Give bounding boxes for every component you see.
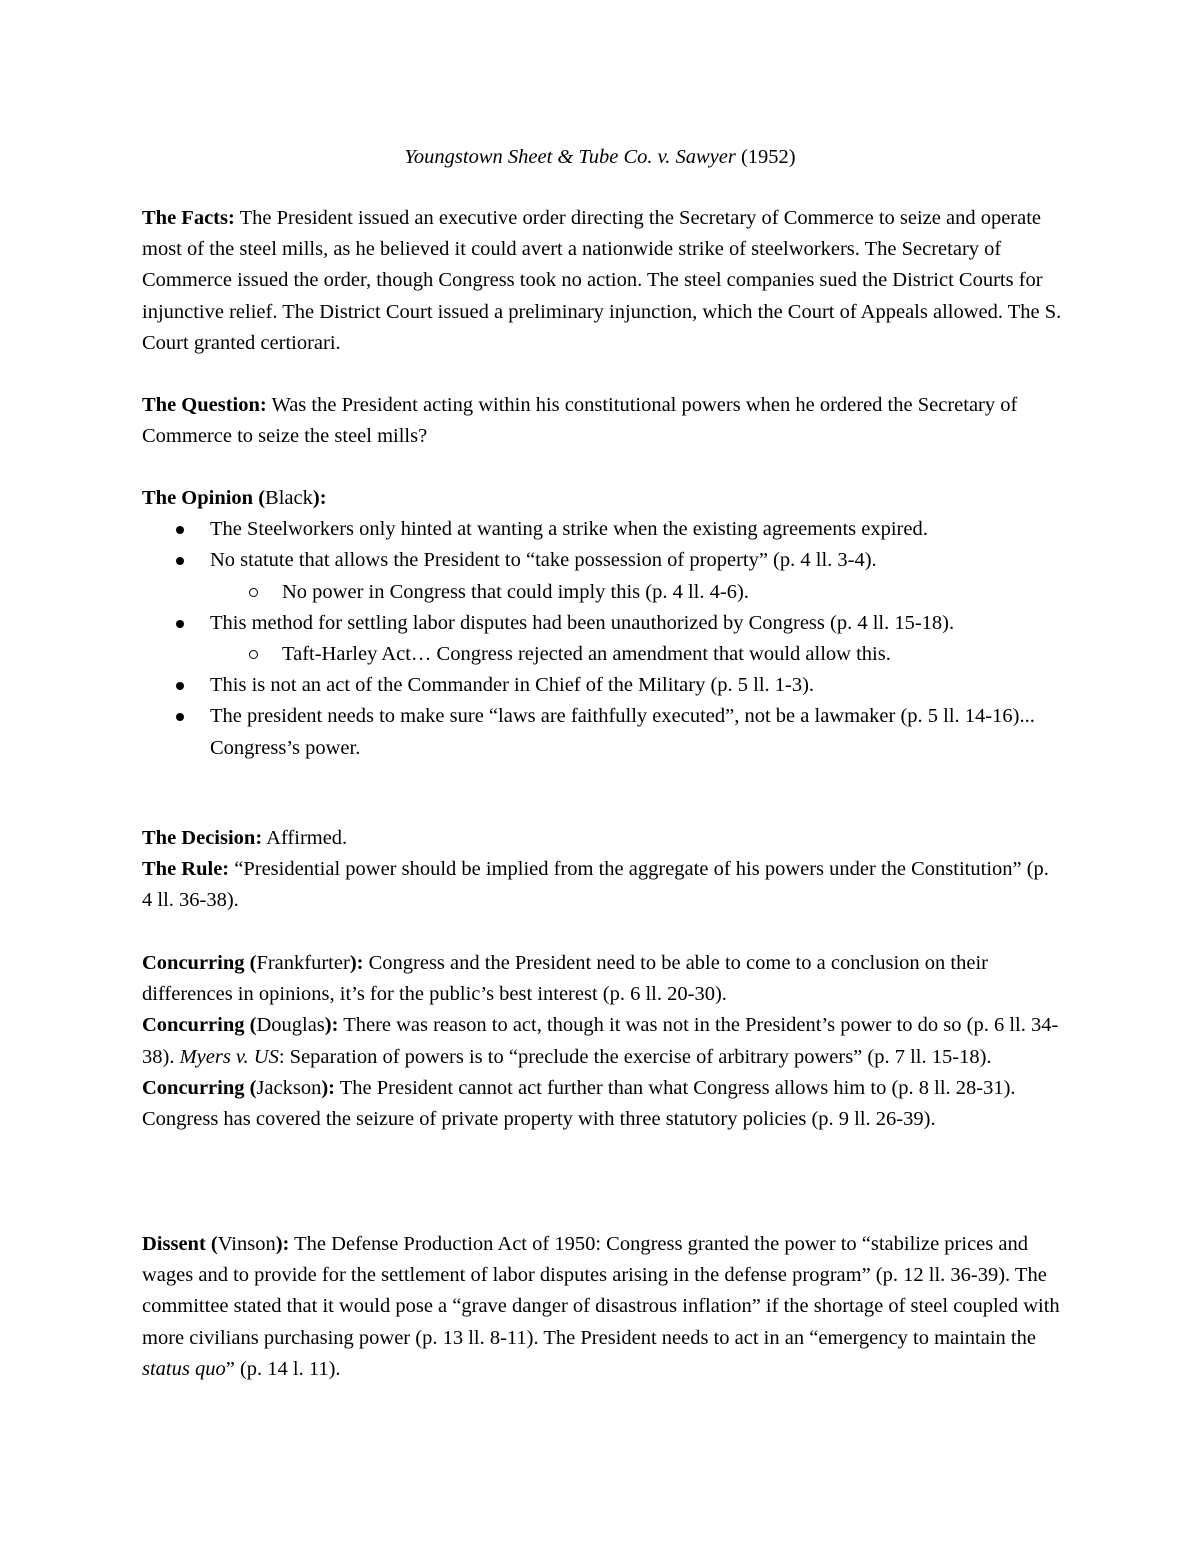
concurrence-frankfurter (142, 948, 1062, 1010)
concurrence-justice: Jackson (256, 1076, 322, 1099)
opinion-justice: Black (265, 487, 313, 509)
concurrence-text: The President cannot act further than what Congress allows him to (p. 8 ll. 28-31). Congress has covered the seizure of private property with three statutory policies (p. 9 ll. 26-39). (142, 1076, 1016, 1131)
dissent-label-end: ): (275, 1233, 290, 1255)
concurrence-label-end: ): (321, 1076, 336, 1099)
decision-label: The Decision: (142, 827, 263, 849)
case-year: (1952) (740, 146, 796, 168)
list-item: The Steelworkers only hinted at wanting a strike when the existing agreements expired. (142, 514, 1062, 545)
case-name: Youngstown Sheet & Tube Co. v. Sawyer (404, 146, 736, 168)
list-item: This is not an act of the Commander in Chief of the Military (p. 5 ll. 1-3). (142, 670, 1062, 701)
facts-label: The Facts: (142, 207, 235, 229)
dissent-italic-phrase: status quo (142, 1357, 226, 1380)
decision-line (142, 823, 1062, 854)
question-section (142, 390, 1062, 452)
concurrence-label: Concurring ( (142, 1076, 257, 1099)
opinion-label: The Opinion ( (142, 487, 266, 509)
list-item (142, 608, 1062, 670)
question-label: The Question: (142, 394, 267, 416)
list-item (142, 545, 1062, 607)
opinion-label-end: ): (312, 487, 327, 509)
dissent-justice: Vinson (217, 1233, 276, 1255)
concurrence-justice: Douglas (256, 1014, 325, 1037)
facts-text: The President issued an executive order directing the Secretary of Commerce to seize and operate most of the steel mills, as he believed it could avert a nationwide strike of steelworkers. The Secretary of Commerce issued the order, though Congress took no action. The steel companies sued the District Courts for injunctive relief. The District Court issued a preliminary injunction, which the Court of Appeals allowed. The S. Court granted certiorari. (142, 207, 1062, 354)
sub-list-item: No power in Congress that could imply this (p. 4 ll. 4-6). (142, 577, 1062, 608)
concurrence-text-continued: : Separation of powers is to “preclude the exercise of arbitrary powers” (p. 7 ll. 15-18). (278, 1045, 992, 1068)
dissent-section (142, 1229, 1062, 1385)
list-item: The president needs to make sure “laws are faithfully executed”, not be a lawmaker (p. 5 ll. 14-16)... Congress’s power. (142, 701, 1062, 763)
cited-case: Myers v. US (179, 1045, 279, 1068)
list-item-text: No statute that allows the President to “take possession of property” (p. 4 ll. 3-4). (210, 549, 877, 572)
concurrence-jackson (142, 1073, 1062, 1135)
rule-text: “Presidential power should be implied from the aggregate of his powers under the Constitution” (p. 4 ll. 36-38). (142, 858, 1049, 912)
concurrence-label: Concurring ( (142, 1014, 257, 1037)
sub-bullet-list (210, 639, 1062, 670)
concurrence-text: Congress and the President need to be able to come to a conclusion on their differences in opinions, it’s for the public’s best interest (p. 6 ll. 20-30). (142, 952, 988, 1006)
concurrence-label-end: ): (349, 952, 364, 974)
opinion-section (142, 483, 1062, 764)
dissent-text-continued: ” (p. 14 l. 11). (225, 1357, 341, 1380)
decision-text: Affirmed. (266, 827, 348, 849)
facts-section (142, 203, 1062, 359)
question-text: Was the President acting within his constitutional powers when he ordered the Secretary of Commerce to seize the steel mills? (142, 394, 1018, 448)
rule-line (142, 854, 1062, 916)
opinion-bullet-list (142, 514, 1062, 764)
rule-label: The Rule: (142, 858, 230, 881)
decision-rule-section (142, 823, 1062, 917)
concurrence-text: There was reason to act, though it was not in the President’s power to do so (p. 6 ll. 34-38). (142, 1014, 1059, 1068)
concurrence-label-end: ): (324, 1014, 339, 1037)
concurrence-douglas (142, 1010, 1062, 1072)
dissent-text: The Defense Production Act of 1950: Congress granted the power to “stabilize prices and wages and to provide for the settlement of labor disputes arising in the defense program” (p. 12 ll. 36-39). The committee stated that it would pose a “grave danger of disastrous inflation” if the shortage of steel coupled with more civilians purchasing power (p. 13 ll. 8-11). The President needs to act in an “emergency to maintain the (142, 1233, 1060, 1349)
sub-bullet-list (210, 577, 1062, 608)
concurrence-label: Concurring ( (142, 952, 257, 974)
concurrence-justice: Frankfurter (256, 952, 350, 974)
sub-list-item: Taft-Harley Act… Congress rejected an amendment that would allow this. (142, 639, 1062, 670)
dissent-label: Dissent ( (142, 1233, 218, 1255)
list-item-text: This method for settling labor disputes had been unauthorized by Congress (p. 4 ll. 15-18). (210, 611, 955, 634)
document-title (0, 142, 1200, 173)
concurrences-section (142, 948, 1062, 1135)
opinion-heading (142, 483, 1062, 514)
